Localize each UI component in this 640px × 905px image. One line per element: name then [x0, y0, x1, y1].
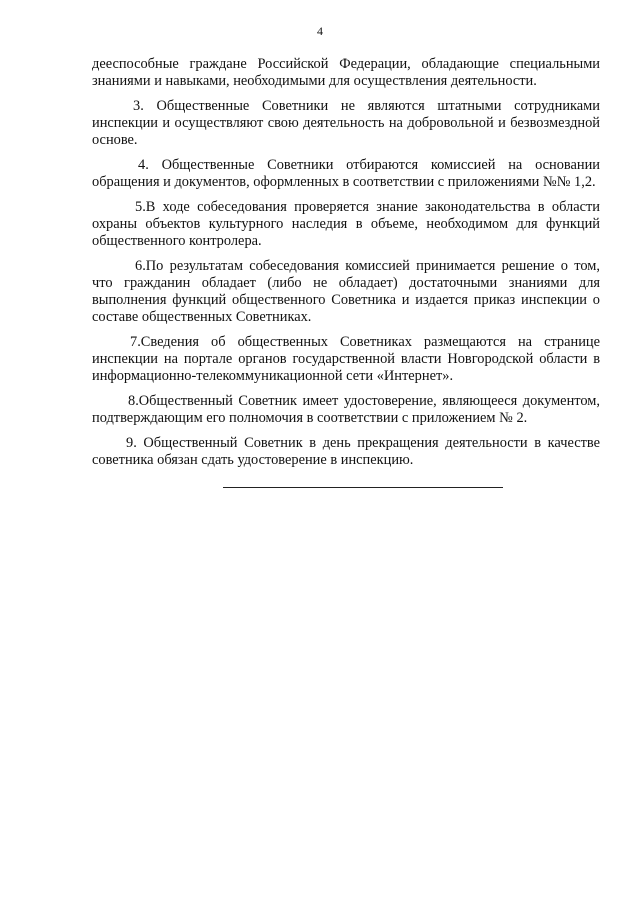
- paragraph-item-3: 3. Общественные Советники не являются штатными сотрудниками инспекции и осуществляют свою деятельность на добровольной и безвозмездной основе.: [92, 98, 600, 148]
- document-body: [92, 56, 600, 477]
- paragraph-item-4: 4. Общественные Советники отбираются комиссией на основании обращения и документов, оформленных в соответствии с приложениями №№ 1,2.: [92, 157, 600, 190]
- paragraph-item-8: 8.Общественный Советник имеет удостоверение, являющееся документом, подтверждающим его полномочия в соответствии с приложением № 2.: [92, 393, 600, 426]
- paragraph-continuation: дееспособные граждане Российской Федерации, обладающие специальными знаниями и навыками, необходимыми для осуществления деятельности.: [92, 56, 600, 89]
- paragraph-item-6: 6.По результатам собеседования комиссией принимается решение о том, что гражданин обладает (либо не обладает) достаточными знаниями для выполнения функций общественного Советника и издается приказ инспекции о составе общественных Советниках.: [92, 258, 600, 325]
- page-number: 4: [317, 24, 323, 38]
- closing-rule: [223, 487, 503, 488]
- paragraph-item-5: 5.В ходе собеседования проверяется знание законодательства в области охраны объектов культурного наследия в объеме, необходимом для функций общественного контролера.: [92, 199, 600, 249]
- paragraph-item-9: 9. Общественный Советник в день прекращения деятельности в качестве советника обязан сдать удостоверение в инспекцию.: [92, 435, 600, 468]
- paragraph-item-7: 7.Сведения об общественных Советниках размещаются на странице инспекции на портале органов государственной власти Новгородской области в информационно-телекоммуникационной сети «Интернет».: [92, 334, 600, 384]
